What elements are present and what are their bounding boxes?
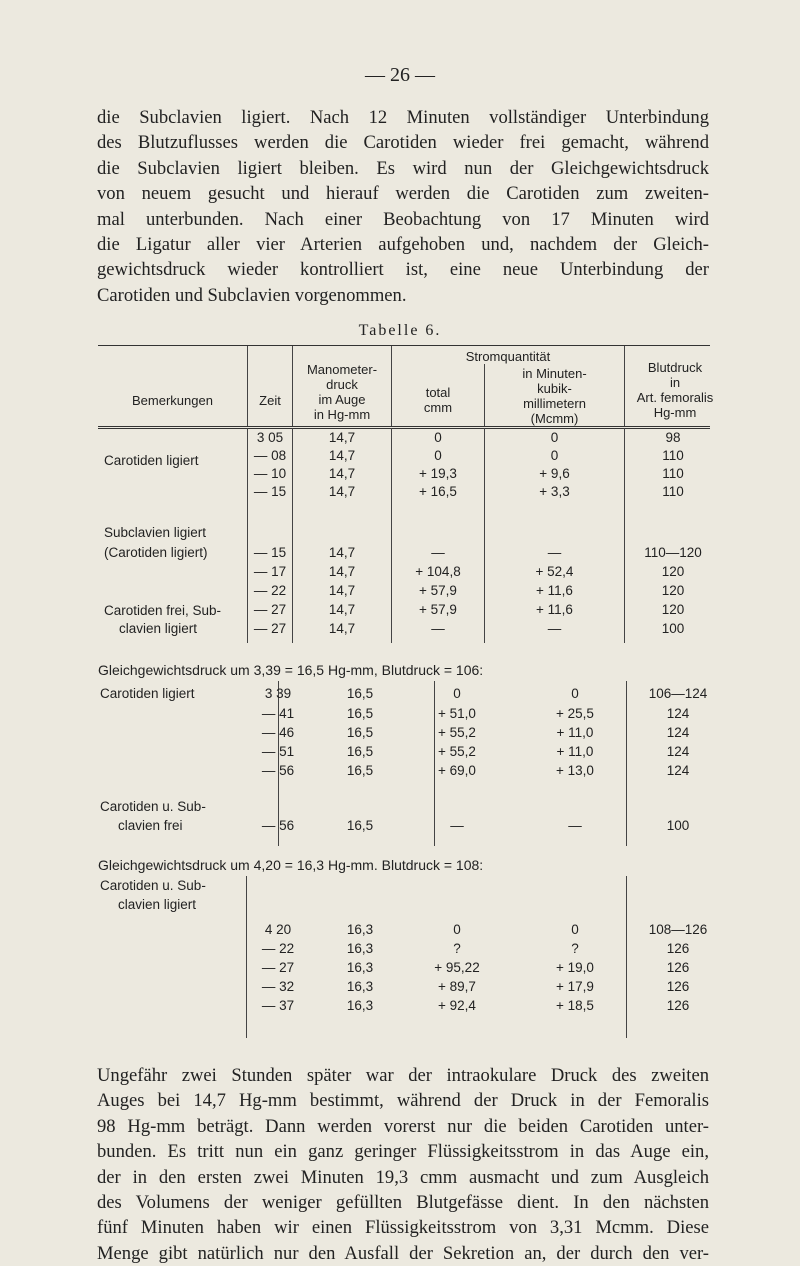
text-line: fünf Minuten haben wir einen Flüssigkeitsstrom von 3,31 Mcmm. Diese bbox=[97, 1217, 709, 1239]
cell-mano: 16,3 bbox=[346, 998, 374, 1013]
cell-total: + 55,2 bbox=[438, 744, 476, 759]
cell-zeit: — 08 bbox=[253, 448, 287, 463]
page-number: — 26 — bbox=[365, 64, 435, 86]
cell-minuten: + 17,9 bbox=[556, 979, 594, 994]
cell-mano: 14,7 bbox=[328, 602, 356, 617]
header-line: cmm bbox=[423, 400, 453, 415]
cell-blut: 100 bbox=[661, 621, 685, 636]
cell-minuten: 0 bbox=[550, 430, 559, 445]
cell-minuten: + 3,3 bbox=[539, 484, 570, 499]
header-line: kubik- bbox=[537, 381, 572, 396]
cell-total: + 51,0 bbox=[438, 706, 476, 721]
header-blutdruck bbox=[625, 360, 725, 420]
cell-minuten: + 11,6 bbox=[536, 583, 573, 598]
cell-blut: 124 bbox=[666, 763, 690, 778]
cell-total: + 16,5 bbox=[419, 484, 457, 499]
text-line: die Subclavien ligiert. Nach 12 Minuten vollständiger Unterbindung bbox=[97, 107, 709, 128]
cell-minuten: 0 bbox=[571, 686, 579, 701]
cell-mano: 16,3 bbox=[346, 979, 374, 994]
cell-minuten: ? bbox=[571, 941, 579, 956]
cell-minuten: + 18,5 bbox=[556, 998, 594, 1013]
text-line: Auges bei 14,7 Hg-mm bestimmt, während der Druck in der Femoralis bbox=[97, 1090, 709, 1112]
text-line: die Subclavien ligiert bleiben. Es wird nun der Gleichgewichtsdruck bbox=[97, 157, 709, 179]
header-stromquantitaet: Stromquantität bbox=[465, 349, 551, 364]
text-line: Ungefähr zwei Stunden später war der intraokulare Druck des zweiten bbox=[97, 1065, 709, 1086]
remark: Carotiden frei, Sub- bbox=[104, 603, 222, 618]
cell-mano: 14,7 bbox=[328, 621, 356, 636]
header-line: Hg-mm bbox=[653, 405, 697, 420]
header-line: in bbox=[669, 375, 681, 390]
text-line: 98 Hg-mm beträgt. Dann werden vorerst nur die beiden Carotiden unter- bbox=[97, 1115, 709, 1137]
cell-blut: 126 bbox=[666, 960, 690, 975]
cell-minuten: + 25,5 bbox=[556, 706, 594, 721]
cell-total: + 69,0 bbox=[438, 763, 476, 778]
cell-mano: 14,7 bbox=[328, 564, 356, 579]
cell-blut: 110 bbox=[662, 484, 684, 499]
header-zeit: Zeit bbox=[259, 393, 281, 408]
cell-mano: 16,5 bbox=[346, 725, 374, 740]
cell-zeit: — 15 bbox=[253, 545, 287, 560]
cell-total: — bbox=[450, 818, 464, 833]
cell-minuten: — bbox=[568, 818, 582, 833]
header-line: millimetern bbox=[523, 396, 586, 411]
col-divider bbox=[246, 876, 247, 1038]
table-top-rule bbox=[98, 345, 710, 346]
cell-mano: 16,5 bbox=[346, 818, 374, 833]
text-line: gewichtsdruck wieder kontrolliert ist, eine neue Unterbindung der bbox=[97, 259, 709, 281]
cell-total: + 92,4 bbox=[438, 998, 476, 1013]
cell-total: + 55,2 bbox=[438, 725, 476, 740]
outro-paragraph bbox=[97, 1063, 709, 1266]
cell-blut: 120 bbox=[661, 583, 685, 598]
cell-total: + 57,9 bbox=[419, 602, 457, 617]
cell-minuten: — bbox=[547, 621, 562, 636]
cell-total: — bbox=[431, 545, 445, 560]
cell-mano: 16,5 bbox=[346, 763, 374, 778]
cell-mano: 16,5 bbox=[346, 744, 374, 759]
cell-zeit: — 22 bbox=[253, 583, 287, 598]
cell-total: ? bbox=[453, 941, 461, 956]
cell-blut: 126 bbox=[666, 979, 690, 994]
cell-blut: 100 bbox=[666, 818, 690, 833]
cell-blut: 110 bbox=[662, 448, 684, 463]
cell-zeit: 4 20 bbox=[264, 922, 292, 937]
cell-minuten: + 11,0 bbox=[556, 725, 594, 740]
cell-minuten: + 11,6 bbox=[536, 602, 573, 617]
intro-paragraph bbox=[97, 105, 709, 308]
cell-total: 0 bbox=[434, 430, 442, 445]
cell-zeit: — 56 bbox=[261, 818, 295, 833]
col-divider bbox=[247, 346, 248, 426]
cell-mano: 14,7 bbox=[328, 583, 356, 598]
cell-blut: 126 bbox=[666, 941, 690, 956]
remark: Carotiden u. Sub- bbox=[100, 799, 206, 814]
cell-blut: 124 bbox=[666, 706, 690, 721]
remark: Carotiden ligiert bbox=[100, 686, 195, 701]
remark: Carotiden ligiert bbox=[104, 453, 199, 468]
header-line: Blutdruck bbox=[647, 360, 703, 375]
text-line: bunden. Es tritt nun ein ganz geringer Flüssigkeitsstrom in das Auge ein, bbox=[97, 1141, 709, 1163]
cell-zeit: — 32 bbox=[261, 979, 295, 994]
cell-blut: 124 bbox=[666, 725, 690, 740]
text-line: Menge gibt natürlich nur den Ausfall der Sekretion an, der durch den ver- bbox=[97, 1242, 709, 1264]
header-bemerkungen: Bemerkungen bbox=[132, 393, 213, 408]
cell-total: + 19,3 bbox=[419, 466, 457, 481]
text-line: des Volumens der weniger gefüllten Blutgefässe dient. In den nächsten bbox=[97, 1192, 709, 1214]
cell-minuten: 0 bbox=[550, 448, 559, 463]
cell-zeit: — 56 bbox=[261, 763, 295, 778]
cell-zeit: — 37 bbox=[261, 998, 295, 1013]
text-line: die Ligatur aller vier Arterien aufgehoben und, nachdem der Gleich- bbox=[97, 234, 709, 256]
cell-zeit: — 27 bbox=[253, 621, 287, 636]
cell-minuten: + 13,0 bbox=[556, 763, 594, 778]
header-line: total bbox=[425, 385, 451, 400]
header-line: in Minuten- bbox=[522, 366, 587, 381]
text-line: mal unterbunden. Nach einer Beobachtung von 17 Minuten wird bbox=[97, 208, 709, 230]
cell-total: + 95,22 bbox=[434, 960, 480, 975]
remark: Subclavien ligiert bbox=[104, 525, 207, 540]
cell-blut: 106—124 bbox=[648, 686, 708, 701]
remark: clavien frei bbox=[118, 818, 183, 833]
cell-zeit: — 27 bbox=[261, 960, 295, 975]
cell-mano: 14,7 bbox=[328, 484, 356, 499]
cell-zeit: — 15 bbox=[253, 484, 287, 499]
remark: (Carotiden ligiert) bbox=[104, 545, 208, 560]
cell-blut: 98 bbox=[665, 430, 681, 445]
cell-zeit: 3 39 bbox=[264, 686, 292, 701]
cell-zeit: — 22 bbox=[261, 941, 295, 956]
cell-total: 0 bbox=[453, 686, 461, 701]
cell-minuten: 0 bbox=[571, 922, 579, 937]
table-header-rule bbox=[98, 426, 710, 429]
text-line: von neuem gesucht und hierauf werden die Carotiden zum zweiten- bbox=[97, 183, 709, 205]
header-minuten bbox=[485, 366, 624, 426]
cell-total: 0 bbox=[434, 448, 442, 463]
text-line: der in den ersten zwei Minuten 19,3 cmm ausmacht und zum Ausgleich bbox=[97, 1166, 709, 1188]
cell-total: — bbox=[431, 621, 445, 636]
cell-minuten: + 9,6 bbox=[539, 466, 570, 481]
cell-blut: 110—120 bbox=[644, 545, 702, 560]
cell-blut: 124 bbox=[666, 744, 690, 759]
cell-zeit: — 17 bbox=[253, 564, 287, 579]
cell-mano: 16,3 bbox=[346, 922, 374, 937]
header-manometer bbox=[293, 362, 391, 422]
header-line: druck bbox=[326, 377, 358, 392]
cell-zeit: — 46 bbox=[261, 725, 295, 740]
cell-total: + 104,8 bbox=[415, 564, 461, 579]
cell-minuten: + 11,0 bbox=[556, 744, 594, 759]
equilibrium-line-2: Gleichgewichtsdruck um 4,20 = 16,3 Hg-mm. Blutdruck = 108: bbox=[98, 857, 484, 873]
cell-mano: 14,7 bbox=[328, 466, 356, 481]
cell-zeit: — 51 bbox=[261, 744, 295, 759]
cell-mano: 16,5 bbox=[346, 706, 374, 721]
cell-blut: 110 bbox=[662, 466, 684, 481]
header-line: in Hg-mm bbox=[313, 407, 371, 422]
cell-zeit: — 27 bbox=[253, 602, 287, 617]
cell-total: + 57,9 bbox=[419, 583, 457, 598]
cell-mano: 16,3 bbox=[346, 941, 374, 956]
cell-total: + 89,7 bbox=[438, 979, 476, 994]
cell-minuten: — bbox=[547, 545, 562, 560]
cell-mano: 16,3 bbox=[346, 960, 374, 975]
header-line: Manometer- bbox=[306, 362, 378, 377]
remark: Carotiden u. Sub- bbox=[100, 878, 206, 893]
col-divider bbox=[626, 876, 627, 1038]
header-total bbox=[392, 385, 484, 415]
equilibrium-line-1: Gleichgewichtsdruck um 3,39 = 16,5 Hg-mm, Blutdruck = 106: bbox=[98, 662, 484, 678]
cell-mano: 14,7 bbox=[328, 545, 356, 560]
cell-blut: 126 bbox=[666, 998, 690, 1013]
cell-mano: 16,5 bbox=[346, 686, 374, 701]
cell-zeit: — 10 bbox=[253, 466, 287, 481]
cell-mano: 14,7 bbox=[328, 430, 356, 445]
header-line: Art. femoralis bbox=[636, 390, 714, 405]
col-divider bbox=[626, 681, 627, 846]
cell-blut: 120 bbox=[661, 602, 685, 617]
header-line: (Mcmm) bbox=[530, 411, 579, 426]
cell-blut: 120 bbox=[661, 564, 685, 579]
remark: clavien ligiert bbox=[119, 621, 198, 636]
remark: clavien ligiert bbox=[118, 897, 197, 912]
cell-blut: 108—126 bbox=[648, 922, 708, 937]
header-line: im Auge bbox=[318, 392, 366, 407]
cell-total: 0 bbox=[453, 922, 461, 937]
cell-zeit: 3 05 bbox=[256, 430, 284, 445]
cell-mano: 14,7 bbox=[328, 448, 356, 463]
cell-zeit: — 41 bbox=[261, 706, 295, 721]
table-caption: Tabelle 6. bbox=[358, 322, 442, 339]
text-line: des Blutzuflusses werden die Carotiden wieder frei gemacht, während bbox=[97, 132, 709, 154]
cell-minuten: + 52,4 bbox=[535, 564, 574, 579]
text-line: Carotiden und Subclavien vorgenommen. bbox=[97, 284, 407, 306]
cell-minuten: + 19,0 bbox=[556, 960, 594, 975]
